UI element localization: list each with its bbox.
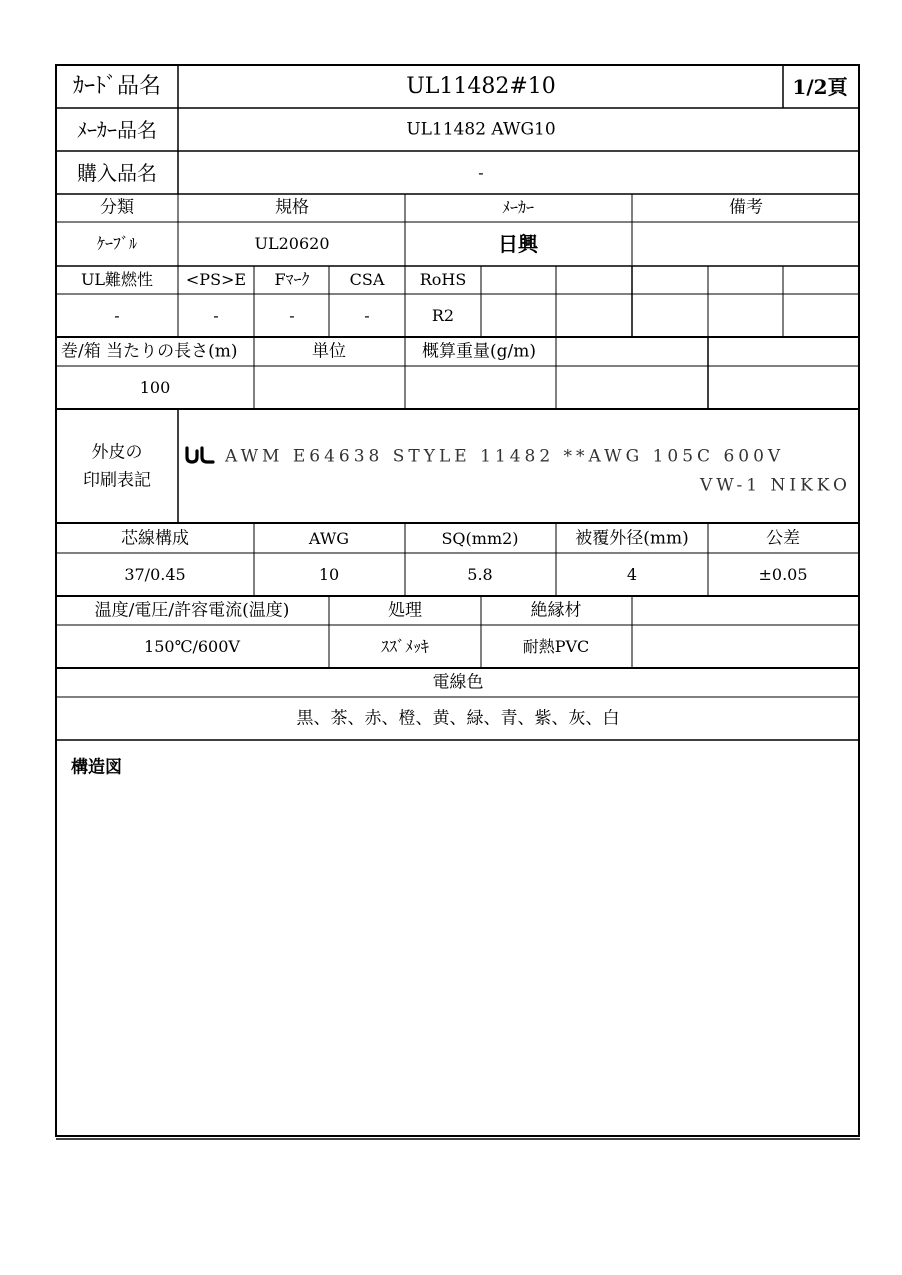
card-name-label: ｶｰﾄﾞ品名 xyxy=(72,74,162,99)
purchase-name-value: - xyxy=(478,163,484,182)
wire-color-value: 黒、茶、赤、橙、黄、緑、青、紫、灰、白 xyxy=(296,708,620,729)
printing-line2: VW-1 NIKKO xyxy=(700,475,851,496)
cert-header-fmark: Fﾏｰｸ xyxy=(274,270,310,289)
strand-value: 37/0.45 xyxy=(124,565,186,584)
cert-value-rohs: R2 xyxy=(431,306,455,325)
cert-header-csa: CSA xyxy=(349,270,385,289)
length-per-reel-header: 巻/箱 当たりの長さ(m) xyxy=(61,341,238,362)
treatment-header: 処理 xyxy=(388,600,422,621)
temperature-rating-header: 温度/電圧/許容電流(温度) xyxy=(94,600,290,621)
insulation-header: 絶縁材 xyxy=(530,600,582,621)
outer-diameter-header: 被覆外径(mm) xyxy=(575,528,689,549)
wire-color-label: 電線色 xyxy=(432,672,484,693)
printing-line1: AWM E64638 STYLE 11482 **AWG 105C 600V xyxy=(225,446,785,467)
cert-value-fmark: - xyxy=(289,306,295,325)
standard-value: UL20620 xyxy=(254,234,330,253)
unit-header: 単位 xyxy=(312,341,346,362)
maker-value: 日興 xyxy=(498,232,538,256)
insulation-value: 耐熱PVC xyxy=(522,637,590,656)
remarks-header: 備考 xyxy=(729,197,763,218)
weight-header: 概算重量(g/m) xyxy=(422,341,536,362)
cert-value-csa: - xyxy=(364,306,370,325)
category-value: ｹｰﾌﾞﾙ xyxy=(96,234,138,253)
structure-diagram-area xyxy=(57,790,858,1135)
printing-label-line2: 印刷表記 xyxy=(83,470,151,491)
sq-value: 5.8 xyxy=(467,565,493,584)
structure-diagram-label: 構造図 xyxy=(71,757,122,778)
cert-value-pse: - xyxy=(213,306,219,325)
sq-header: SQ(mm2) xyxy=(441,529,519,548)
cert-header-pse: <PS>E xyxy=(185,270,247,289)
cert-header-rohs: RoHS xyxy=(419,270,467,289)
page-number: 1/2頁 xyxy=(792,75,848,99)
ul-recognized-icon xyxy=(184,446,216,468)
length-per-reel-value: 100 xyxy=(139,378,171,397)
cert-value-ul: - xyxy=(114,306,120,325)
purchase-name-label: 購入品名 xyxy=(77,161,157,185)
card-name-value: UL11482#10 xyxy=(406,74,556,99)
awg-header: AWG xyxy=(308,529,350,548)
temperature-rating-value: 150℃/600V xyxy=(144,637,240,656)
printing-label-line1: 外皮の xyxy=(91,442,143,463)
strand-header: 芯線構成 xyxy=(121,528,189,549)
awg-value: 10 xyxy=(318,565,340,584)
cert-header-ul: UL難燃性 xyxy=(80,270,154,289)
treatment-value: ｽｽﾞﾒｯｷ xyxy=(380,637,430,656)
standard-header: 規格 xyxy=(275,197,309,218)
maker-name-label: ﾒｰｶｰ品名 xyxy=(77,118,157,142)
maker-header: ﾒｰｶｰ xyxy=(501,198,535,217)
category-header: 分類 xyxy=(100,197,134,218)
tolerance-header: 公差 xyxy=(766,528,800,549)
tolerance-value: ±0.05 xyxy=(758,565,808,584)
outer-diameter-value: 4 xyxy=(626,565,638,584)
maker-name-value: UL11482 AWG10 xyxy=(406,119,556,140)
